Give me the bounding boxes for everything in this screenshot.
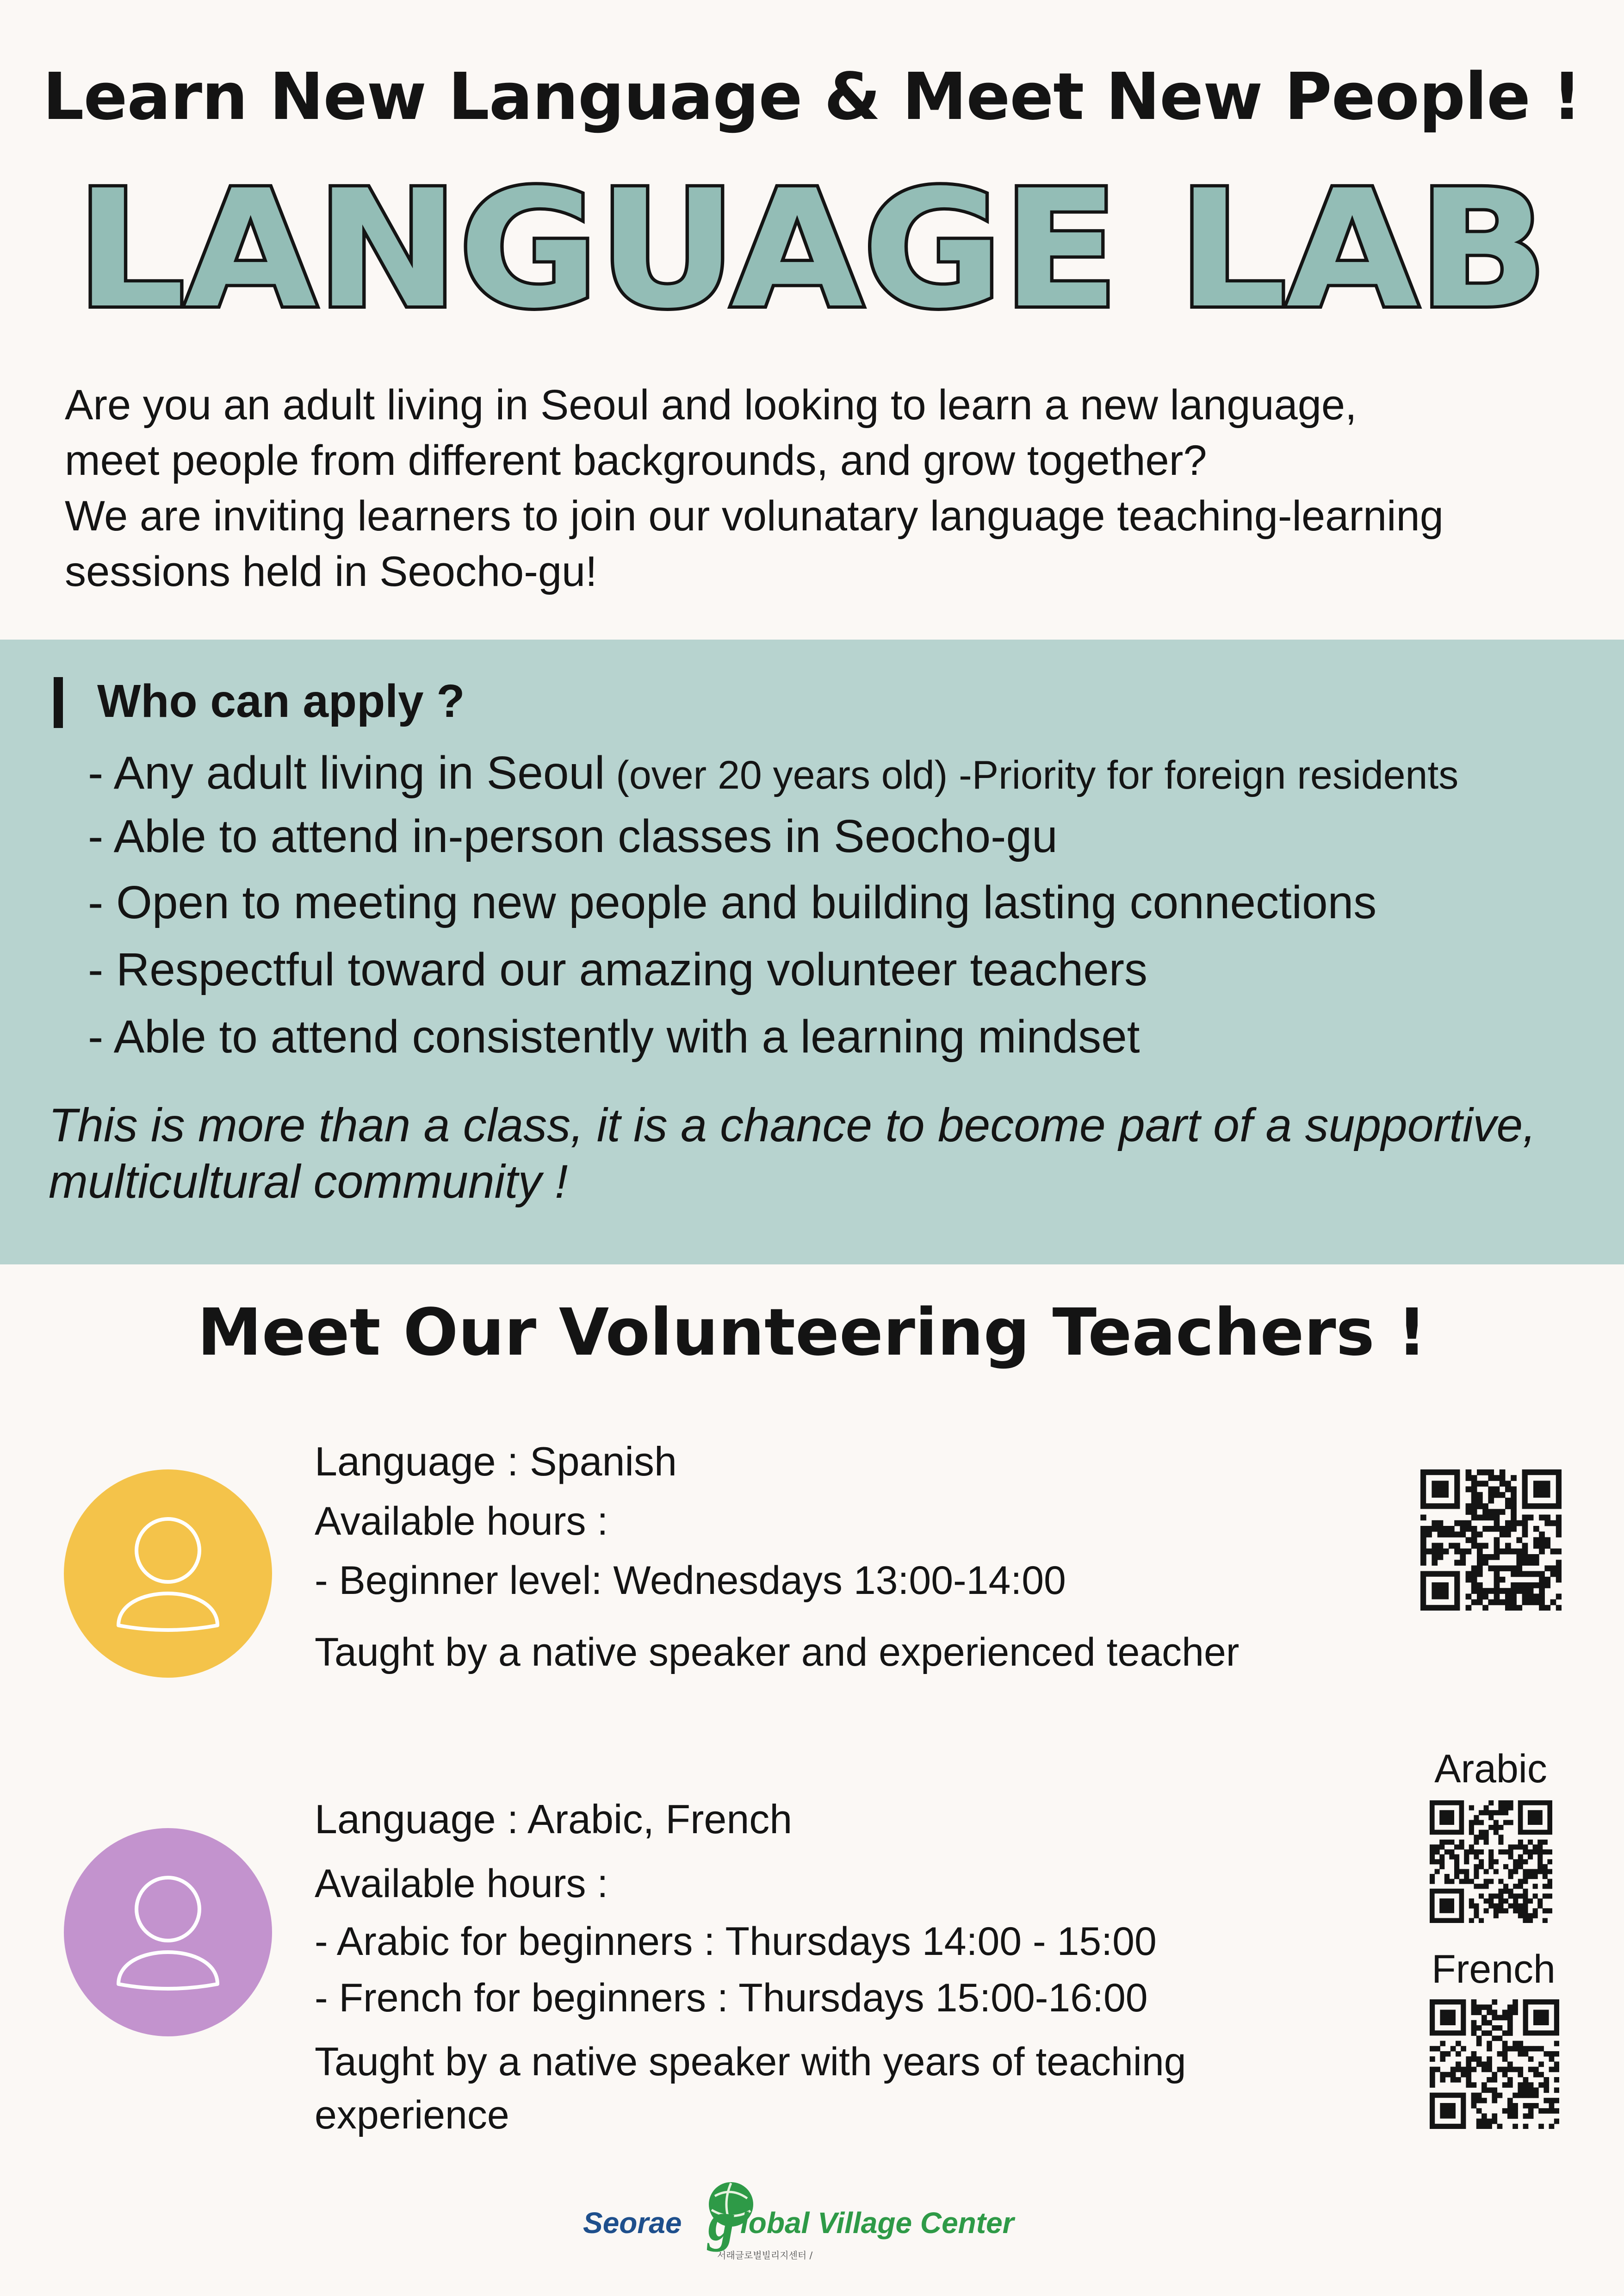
- note-line: This is more than a class, it is a chance to become part of a supportive,: [49, 1099, 1536, 1151]
- seorae-logo: [583, 2178, 1055, 2270]
- qr-code-spanish[interactable]: [1420, 1469, 1562, 1611]
- criterion-item: [88, 1007, 1140, 1067]
- logo-g: g: [708, 2190, 736, 2252]
- schedule-line: - Beginner level: Wednesdays 13:00-14:00: [315, 1558, 1066, 1603]
- criterion-main: - Able to attend consistently with a learning mindset: [88, 1011, 1140, 1063]
- teacher-avatar: [64, 1828, 272, 2036]
- logo-subtext: 서래글로벌빌리지센터 /: [717, 2250, 813, 2261]
- qr-code-arabic[interactable]: [1430, 1800, 1552, 1923]
- teacher-language: Language : Spanish: [315, 1438, 677, 1484]
- criterion-main: - Open to meeting new people and building lasting connections: [88, 877, 1377, 928]
- page-title: LANGUAGE LAB: [76, 155, 1548, 338]
- teacher-description: experience: [315, 2093, 509, 2137]
- criterion-main: - Respectful toward our amazing volunteer teachers: [88, 944, 1148, 996]
- intro-line: sessions held in Seocho-gu!: [65, 548, 597, 595]
- qr-label-arabic: Arabic: [1434, 1747, 1547, 1791]
- qr-label-french: French: [1432, 1947, 1556, 1991]
- teacher-description: Taught by a native speaker with years of teaching: [315, 2040, 1186, 2084]
- hours-label: Available hours :: [315, 1861, 608, 1906]
- logo-text-right: lobal Village Center: [740, 2206, 1014, 2240]
- intro-line: meet people from different backgrounds, and grow together?: [65, 437, 1207, 484]
- person-icon: [64, 1469, 272, 1678]
- heading-marker: [54, 677, 63, 728]
- teacher-language: Language : Arabic, French: [315, 1796, 793, 1842]
- schedule-line: - Arabic for beginners : Thursdays 14:00 - 15:00: [315, 1919, 1157, 1964]
- tagline: Learn New Language & Meet New People !: [43, 59, 1581, 135]
- criterion-item: [88, 743, 1458, 805]
- schedule-line: - French for beginners : Thursdays 15:00-16:00: [315, 1976, 1148, 2020]
- teachers-heading: Meet Our Volunteering Teachers !: [197, 1295, 1427, 1370]
- title-logo: [69, 153, 1555, 338]
- qr-code-french[interactable]: [1430, 1999, 1559, 2129]
- criterion-item: [88, 872, 1376, 933]
- intro-line: Are you an adult living in Seoul and looking to learn a new language,: [65, 381, 1357, 429]
- note-line: multicultural community !: [49, 1155, 568, 1208]
- criterion-detail: (over 20 years old) -Priority for foreign residents: [605, 753, 1459, 797]
- criterion-item: [88, 940, 1147, 1000]
- intro-line: We are inviting learners to join our volunatary language teaching-learning: [65, 492, 1444, 540]
- criterion-main: - Any adult living in Seoul: [88, 747, 605, 799]
- intro-paragraph: [65, 377, 1592, 599]
- logo-text-left: Seorae: [583, 2206, 682, 2240]
- hours-label: Available hours :: [315, 1499, 608, 1543]
- criterion-item: [88, 806, 1058, 866]
- eligibility-heading: Who can apply ?: [97, 675, 465, 727]
- teacher-avatar: [64, 1469, 272, 1678]
- community-note: [49, 1097, 1603, 1210]
- teacher-description: Taught by a native speaker and experienced teacher: [315, 1630, 1240, 1674]
- person-icon: [64, 1828, 272, 2036]
- criterion-main: - Able to attend in-person classes in Seocho-gu: [88, 810, 1058, 862]
